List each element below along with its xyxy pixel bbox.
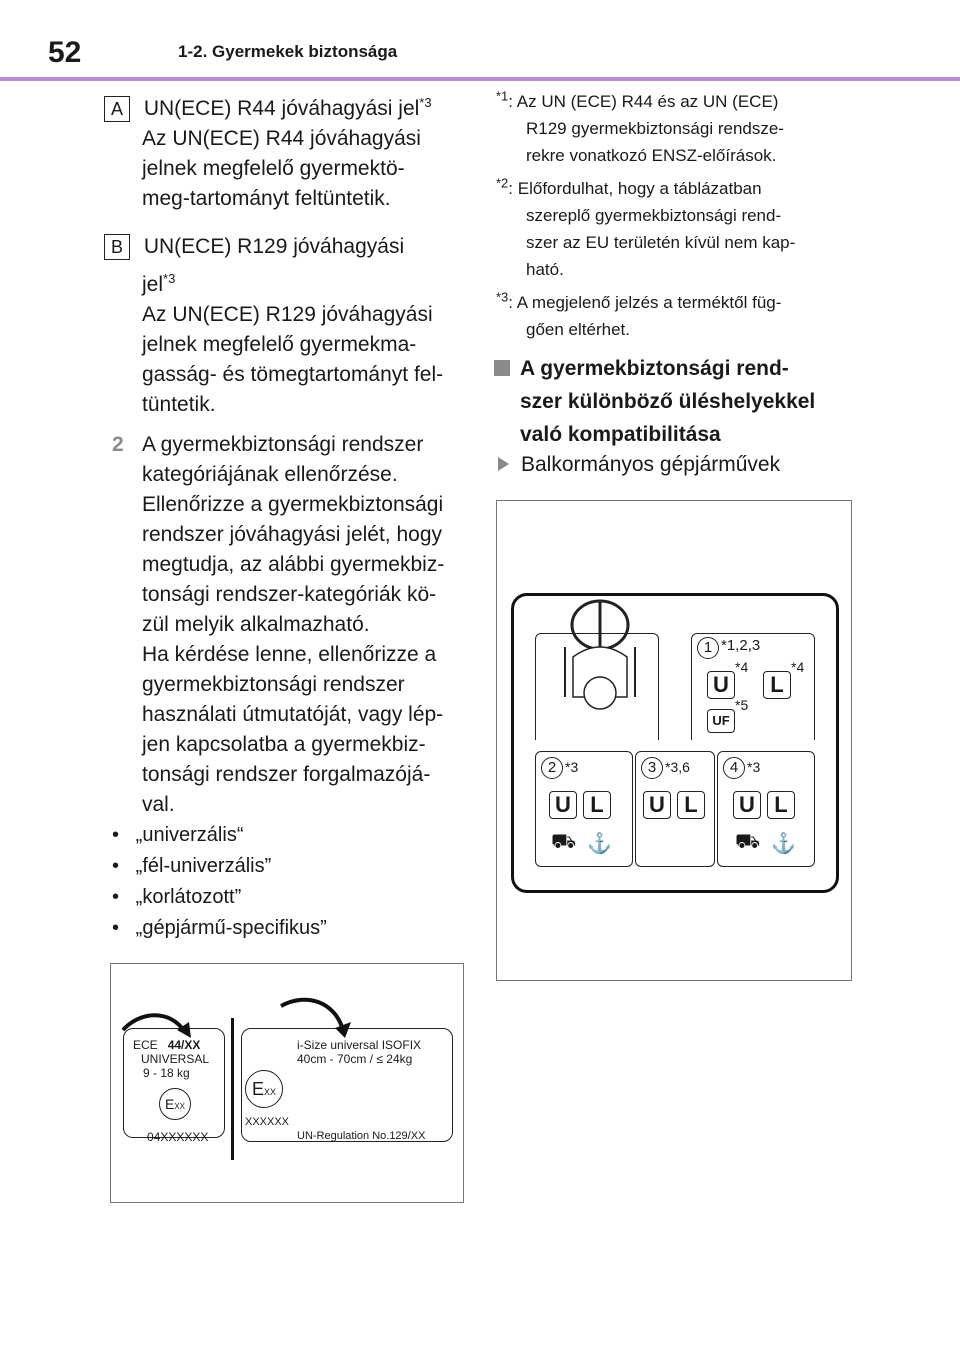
footnote-ref: *3 <box>419 95 432 110</box>
step-line: A gyermekbiztonsági rendszer <box>142 433 424 456</box>
subsection-heading <box>498 450 838 480</box>
seat-number-1: 1 <box>697 637 719 659</box>
seat-1-u-note: *4 <box>735 659 749 675</box>
step-line: rendszer jóváhagyási jelét, hogy <box>142 523 443 546</box>
step-line: zül melyik alkalmazható. <box>142 613 370 636</box>
universal-icon: U <box>549 791 577 819</box>
seat-3-note: *3,6 <box>665 759 690 775</box>
pointer-arrow-icon <box>277 992 357 1040</box>
step-line: jen kapcsolatba a gyermekbiz- <box>142 733 426 756</box>
universal-icon: U <box>643 791 671 819</box>
seat-1-uf-note: *5 <box>735 697 749 713</box>
r44-number: 44/XX <box>167 1038 201 1052</box>
footnotes <box>496 88 846 343</box>
approval-label-figure <box>110 963 464 1203</box>
e-mark-icon: EXX <box>159 1088 191 1120</box>
bullet-list <box>112 820 482 944</box>
seat-1-note: *1,2,3 <box>721 637 761 654</box>
pointer-arrow-icon <box>119 1002 199 1042</box>
list-item: • „korlátozott” <box>112 886 242 908</box>
step-line: kategóriájának ellenőrzése. <box>142 463 398 486</box>
r44-ece-text: ECE <box>133 1038 158 1052</box>
list-item: • „gépjármű-specifikus” <box>112 917 327 939</box>
seat-2-note: *3 <box>565 759 579 775</box>
step-line: Ha kérdése lenne, ellenőrizze a <box>142 643 437 666</box>
step-line: gyermekbiztonsági rendszer <box>142 673 405 696</box>
step-line: tonsági rendszer-kategóriák kö- <box>142 583 437 606</box>
isofix-anchor-icon: ⚓ <box>587 833 612 855</box>
item-b <box>104 232 474 420</box>
item-b-line: gasság- és tömegtartományt fel- <box>142 363 444 386</box>
seat-number-2: 2 <box>541 757 563 779</box>
step-line: val. <box>142 793 175 816</box>
item-a-line: meg-tartományt feltüntetik. <box>142 187 391 210</box>
driver-icon <box>555 597 645 717</box>
r129-isize: i-Size universal ISOFIX <box>297 1038 422 1052</box>
header-divider <box>0 77 960 81</box>
item-b-line: jelnek megfelelő gyermekma- <box>142 333 417 356</box>
item-b-title-cont: jel <box>142 273 164 296</box>
r129-regulation: UN-Regulation No.129/XX <box>297 1130 426 1142</box>
subsection-label: Balkormányos gépjárművek <box>521 453 781 476</box>
item-a <box>104 94 474 214</box>
arrow-right-icon <box>498 457 509 471</box>
r129-code: XXXXXX <box>245 1116 290 1128</box>
lap-belt-icon: L <box>767 791 795 819</box>
footnote-1: $^{*1}$: Az UN (ECE) R44 és az UN (ECE) R129 gyermekbiztonsági rendsze- rekre vonatkozó ENSZ-előírások. <box>496 88 784 165</box>
footnote-ref: *3 <box>163 271 176 286</box>
item-b-title: UN(ECE) R129 jóváhagyási <box>143 235 405 258</box>
step-line: tonsági rendszer forgalmazójá- <box>142 763 431 786</box>
child-seat-icon: ⛟ <box>735 831 761 853</box>
universal-icon: U <box>707 671 735 699</box>
r44-code: 04XXXXXX <box>147 1130 209 1144</box>
letter-badge-b: B <box>104 234 130 260</box>
step-line: megtudja, az alábbi gyermekbiz- <box>142 553 445 576</box>
list-item: • „univerzális“ <box>112 824 244 846</box>
footnote-3: $^{*3}$: A megjelenő jelzés a terméktől füg- gően eltérhet. <box>496 289 782 339</box>
item-a-title: UN(ECE) R44 jóváhagyási jel <box>143 97 420 120</box>
seat-4-note: *3 <box>747 759 761 775</box>
item-b-line: tüntetik. <box>142 393 216 416</box>
lap-belt-icon: L <box>583 791 611 819</box>
seat-layout-figure <box>496 500 852 981</box>
forward-facing-icon: UF <box>707 709 735 733</box>
section-marker-icon <box>494 360 510 376</box>
label-divider <box>231 1018 234 1160</box>
item-a-line: Az UN(ECE) R44 jóváhagyási <box>142 127 421 150</box>
section-title: 1-2. Gyermekek biztonsága <box>178 42 398 61</box>
universal-icon: U <box>733 791 761 819</box>
compatibility-heading: A gyermekbiztonsági rend- szer különböző üléshelyekkel való kompatibilitása <box>494 352 854 451</box>
seat-number-4: 4 <box>723 757 745 779</box>
item-b-line: Az UN(ECE) R129 jóváhagyási <box>142 303 433 326</box>
lap-belt-icon: L <box>763 671 791 699</box>
e-mark-icon: EXX <box>245 1070 283 1108</box>
isofix-anchor-icon: ⚓ <box>771 833 796 855</box>
step-line: Ellenőrizze a gyermekbiztonsági <box>142 493 444 516</box>
seat-1-l-note: *4 <box>791 659 805 675</box>
step-2 <box>112 430 482 820</box>
item-a-line: jelnek megfelelő gyermektö- <box>142 157 405 180</box>
r129-range: 40cm - 70cm / ≤ 24kg <box>297 1052 413 1066</box>
list-item: • „fél-univerzális” <box>112 855 272 877</box>
lap-belt-icon: L <box>677 791 705 819</box>
letter-badge-a: A <box>104 96 130 122</box>
step-number: 2 <box>112 433 124 456</box>
r44-universal: UNIVERSAL <box>141 1052 210 1066</box>
page-number: 52 <box>48 36 82 69</box>
step-line: használati útmutatóját, vagy lép- <box>142 703 444 726</box>
r44-weight: 9 - 18 kg <box>143 1066 190 1080</box>
footnote-2: $^{*2}$: Előfordulhat, hogy a táblázatban szereplő gyermekbiztonsági rend- szer az EU területén kívül nem kap- ható. <box>496 175 796 279</box>
seat-number-3: 3 <box>641 757 663 779</box>
child-seat-icon: ⛟ <box>551 831 577 853</box>
